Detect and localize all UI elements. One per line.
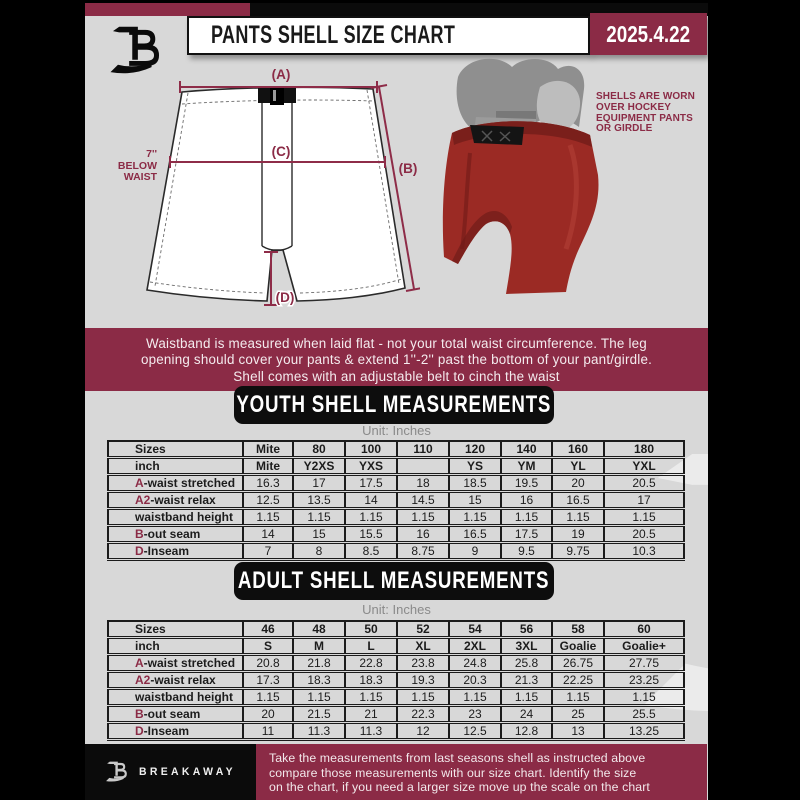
table-cell: Y2XS	[293, 458, 345, 475]
table-cell: 16	[501, 492, 552, 509]
table-row	[108, 689, 684, 706]
table-cell: 1.15	[604, 689, 684, 706]
table-cell: YXS	[345, 458, 397, 475]
page-title: PANTS SHELL SIZE CHART	[211, 21, 456, 49]
table-cell: 23.8	[397, 655, 449, 672]
table-cell: 21.3	[501, 672, 552, 689]
table-cell: 1.15	[345, 689, 397, 706]
table-cell: Mite	[243, 441, 293, 458]
table-cell: Goalie	[552, 638, 604, 655]
table-row	[108, 655, 684, 672]
banner-line: Shell comes with an adjustable belt to cinch the waist	[233, 368, 560, 384]
table-cell: 110	[397, 441, 449, 458]
table-cell: 12	[397, 723, 449, 740]
table-cell: 1.15	[501, 509, 552, 526]
table-cell: 14.5	[397, 492, 449, 509]
table-cell: 25	[552, 706, 604, 723]
table-cell: 20.5	[604, 526, 684, 543]
youth-unit-label: Unit: Inches	[362, 423, 431, 438]
table-cell: 10.3	[604, 543, 684, 560]
table-cell: 13.25	[604, 723, 684, 740]
footer-instructions	[256, 744, 707, 800]
table-cell: 1.15	[552, 509, 604, 526]
table-cell: 19.3	[397, 672, 449, 689]
table-cell: 60	[604, 621, 684, 638]
table-cell: S	[243, 638, 293, 655]
brand-name: BREAKAWAY	[139, 766, 236, 778]
table-row	[108, 723, 684, 740]
table-row	[108, 621, 684, 638]
table-cell: 20	[552, 475, 604, 492]
table-cell: 18.3	[293, 672, 345, 689]
table-cell: 18.5	[449, 475, 501, 492]
table-cell: 1.15	[293, 689, 345, 706]
table-cell: 3XL	[501, 638, 552, 655]
table-cell: 48	[293, 621, 345, 638]
row-label: B-out seam	[135, 527, 201, 541]
diagram-label-a: (A)	[271, 67, 291, 82]
row-label: waistband height	[135, 690, 234, 704]
table-cell: 8	[293, 543, 345, 560]
footer-line: Take the measurements from last seasons shell as instructed above	[269, 751, 646, 765]
adult-section-title: ADULT SHELL MEASUREMENTS	[238, 567, 550, 594]
row-label: Sizes	[135, 442, 166, 456]
table-cell: 22.25	[552, 672, 604, 689]
table-cell: 16.3	[243, 475, 293, 492]
diagram-label-d: (D)	[275, 290, 295, 305]
table-cell: 15.5	[345, 526, 397, 543]
row-label: A2-waist relax	[135, 493, 216, 507]
table-row	[108, 492, 684, 509]
table-cell: 12.5	[449, 723, 501, 740]
table-cell: 15	[293, 526, 345, 543]
table-cell: 11.3	[345, 723, 397, 740]
table-cell: 1.15	[501, 689, 552, 706]
table-cell: 12.8	[501, 723, 552, 740]
table-cell: 23.25	[604, 672, 684, 689]
table-cell: YL	[552, 458, 604, 475]
table-cell: 19	[552, 526, 604, 543]
table-cell: 1.15	[397, 509, 449, 526]
table-cell: 58	[552, 621, 604, 638]
table-cell: 25.5	[604, 706, 684, 723]
table-row	[108, 543, 684, 560]
table-cell: 21.5	[293, 706, 345, 723]
table-cell: 25.8	[501, 655, 552, 672]
diagram-label-b: (B)	[398, 161, 418, 176]
footer-line: on the chart, if you need a larger size move up the scale on the chart	[269, 780, 650, 795]
adult-section-header	[234, 562, 554, 600]
table-cell: 24	[501, 706, 552, 723]
table-cell: 16	[397, 526, 449, 543]
table-cell: YM	[501, 458, 552, 475]
youth-section-header	[234, 386, 554, 424]
table-cell: 12.5	[243, 492, 293, 509]
table-cell: 56	[501, 621, 552, 638]
row-label: D-Inseam	[135, 544, 190, 558]
table-cell: 1.15	[293, 509, 345, 526]
page	[85, 3, 708, 800]
table-cell: 1.15	[243, 689, 293, 706]
table-cell: 1.15	[449, 509, 501, 526]
table-row	[108, 706, 684, 723]
row-label: inch	[135, 639, 160, 653]
table-cell: 22.3	[397, 706, 449, 723]
table-cell: 11	[243, 723, 293, 740]
youth-size-table	[107, 440, 685, 561]
table-row	[108, 441, 684, 458]
table-cell: 160	[552, 441, 604, 458]
table-cell: 26.75	[552, 655, 604, 672]
row-label: B-out seam	[135, 707, 201, 721]
table-cell: 1.15	[552, 689, 604, 706]
table-cell: 14	[345, 492, 397, 509]
table-row	[108, 526, 684, 543]
diagram-label-c: (C)	[271, 144, 291, 159]
table-cell: M	[293, 638, 345, 655]
table-cell: 7	[243, 543, 293, 560]
table-cell: L	[345, 638, 397, 655]
top-strip-maroon	[85, 3, 250, 16]
table-cell: 120	[449, 441, 501, 458]
table-cell: 23	[449, 706, 501, 723]
table-cell: 16.5	[449, 526, 501, 543]
photo-caption-line: EQUIPMENT PANTS	[596, 112, 693, 124]
table-cell: 22.8	[345, 655, 397, 672]
info-banner	[85, 328, 708, 391]
youth-section-title: YOUTH SHELL MEASUREMENTS	[236, 391, 552, 418]
pants-measurement-diagram	[140, 60, 420, 310]
row-label: Sizes	[135, 622, 166, 636]
row-label: A-waist stretched	[135, 656, 236, 670]
table-cell: 24.8	[449, 655, 501, 672]
table-cell: 80	[293, 441, 345, 458]
table-row	[108, 509, 684, 526]
adult-unit-label: Unit: Inches	[362, 602, 431, 617]
table-cell: 1.15	[243, 509, 293, 526]
table-cell: 8.5	[345, 543, 397, 560]
table-cell: 140	[501, 441, 552, 458]
row-label: A-waist stretched	[135, 476, 236, 490]
footer-line: compare those measurements with our size chart. Identify the size	[269, 765, 637, 780]
row-label: D-Inseam	[135, 724, 190, 738]
date-label: 2025.4.22	[606, 20, 691, 47]
title-box	[187, 16, 590, 55]
table-cell: 20.5	[604, 475, 684, 492]
row-label: waistband height	[135, 510, 234, 524]
table-cell: 46	[243, 621, 293, 638]
table-cell: 9.75	[552, 543, 604, 560]
table-cell: 13	[552, 723, 604, 740]
table-cell: 1.15	[345, 509, 397, 526]
table-cell: 1.15	[397, 689, 449, 706]
table-cell: 19.5	[501, 475, 552, 492]
row-label: inch	[135, 459, 160, 473]
table-cell: 18.3	[345, 672, 397, 689]
breakaway-logo-small-icon	[105, 758, 129, 786]
table-cell: 17	[604, 492, 684, 509]
table-cell: 52	[397, 621, 449, 638]
table-cell: 17.5	[501, 526, 552, 543]
table-cell: 11.3	[293, 723, 345, 740]
table-cell: 14	[243, 526, 293, 543]
banner-line: Waistband is measured when laid flat - not your total waist circumference. The leg	[146, 336, 647, 351]
table-cell: 8.75	[397, 543, 449, 560]
table-cell: 20.3	[449, 672, 501, 689]
adult-size-table	[107, 620, 685, 741]
table-row	[108, 638, 684, 655]
photo-caption	[596, 92, 706, 135]
table-cell: 27.75	[604, 655, 684, 672]
table-cell: YS	[449, 458, 501, 475]
table-cell: 20	[243, 706, 293, 723]
table-cell: 54	[449, 621, 501, 638]
table-cell: 20.8	[243, 655, 293, 672]
table-cell: 21.8	[293, 655, 345, 672]
waist-note-line: 7'' BELOW	[117, 148, 157, 172]
table-cell: 180	[604, 441, 684, 458]
waist-note	[110, 149, 157, 184]
table-cell: 18	[397, 475, 449, 492]
table-cell: 1.15	[449, 689, 501, 706]
table-cell: 100	[345, 441, 397, 458]
photo-caption-line: OVER HOCKEY	[596, 101, 672, 113]
table-cell: 16.5	[552, 492, 604, 509]
table-cell: 9.5	[501, 543, 552, 560]
table-cell: 2XL	[449, 638, 501, 655]
table-cell: Goalie+	[604, 638, 684, 655]
table-cell: 50	[345, 621, 397, 638]
table-cell: XL	[397, 638, 449, 655]
date-box	[590, 13, 707, 55]
waist-note-line: WAIST	[123, 171, 157, 183]
table-row	[108, 458, 684, 475]
table-row	[108, 672, 684, 689]
table-row	[108, 475, 684, 492]
table-cell: 17	[293, 475, 345, 492]
table-cell: 21	[345, 706, 397, 723]
table-cell: YXL	[604, 458, 684, 475]
table-cell: 15	[449, 492, 501, 509]
banner-line: opening should cover your pants & extend 1''-2'' past the bottom of your pant/girdle.	[140, 352, 653, 368]
table-cell: 17.3	[243, 672, 293, 689]
photo-caption-line: OR GIRDLE	[596, 123, 653, 135]
table-cell: 13.5	[293, 492, 345, 509]
footer-brand-bar	[85, 744, 256, 800]
row-label: A2-waist relax	[135, 673, 216, 687]
table-cell: Mite	[243, 458, 293, 475]
table-cell: 9	[449, 543, 501, 560]
table-cell	[397, 458, 449, 475]
table-cell: 1.15	[604, 509, 684, 526]
photo-caption-line: SHELLS ARE WORN	[596, 91, 695, 102]
table-cell: 17.5	[345, 475, 397, 492]
